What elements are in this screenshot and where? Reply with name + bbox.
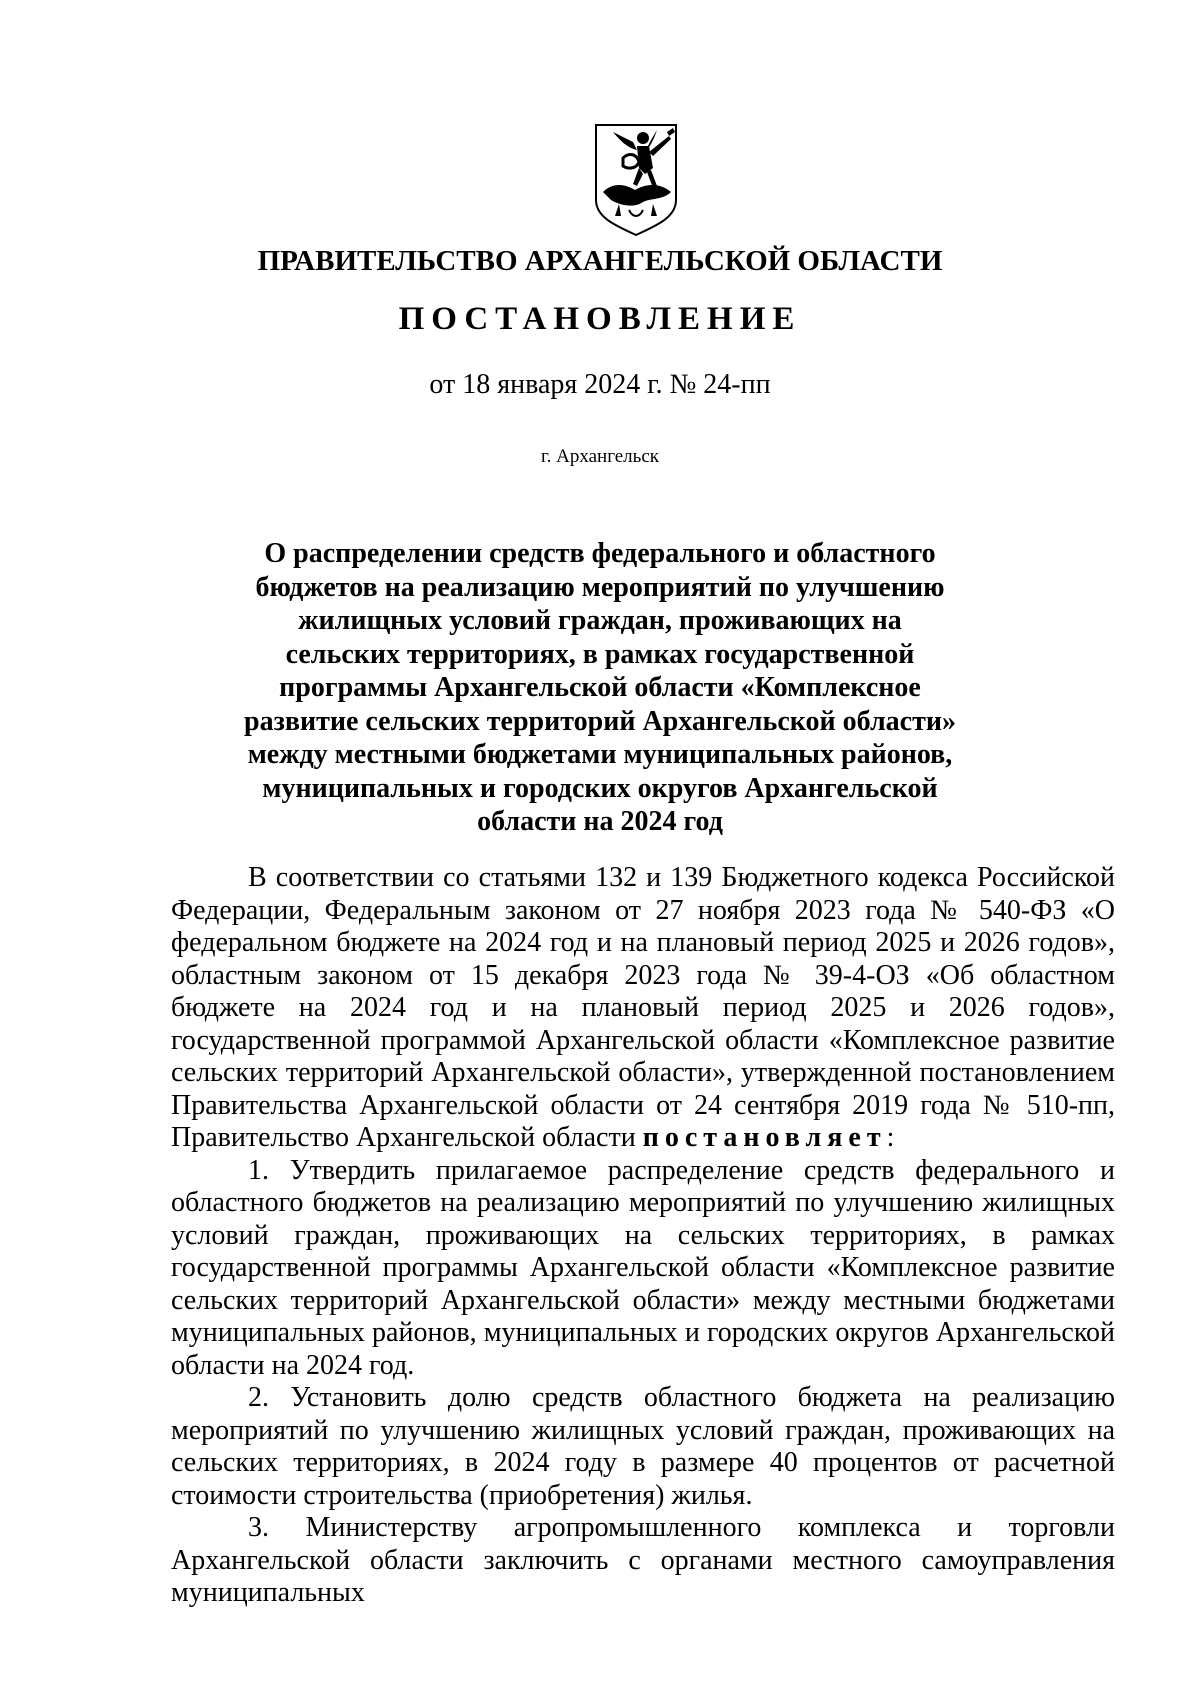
decree-colon: : xyxy=(886,1122,895,1153)
decree-word: постановляет xyxy=(642,1122,887,1153)
preamble-text: В соответствии со статьями 132 и 139 Бюджетного кодекса Российской Федерации, Федеральным законом от 27 ноября 2023 года № 540-ФЗ «О федеральном бюджете на 2024 год и на плановый период 2025 и 2026 годов», областным законом от 15 декабря 2023 года № 39-4-ОЗ «Об областном бюджете на 2024 год и на плановый период 2025 и 2026 годов», государственной программой Архангельской области «Комплексное развитие сельских территорий Архангельской области», утвержденной постановлением Правительства Архангельской области от 24 сентября 2019 года № 510-пп, Правительство Архангельской области xyxy=(171,862,1115,1153)
government-title: ПРАВИТЕЛЬСТВО АРХАНГЕЛЬСКОЙ ОБЛАСТИ xyxy=(257,245,943,277)
document-type: ПОСТАНОВЛЕНИЕ xyxy=(398,301,802,337)
archangelsk-coat-of-arms-icon xyxy=(593,122,679,238)
paragraph-item-2: 2. Установить долю средств областного бюджета на реализацию мероприятий по улучшению жилищных условий граждан, проживающих на сельских территориях, в 2024 году в размере 40 процентов от расчетной стоимости строительства (приобретения) жилья. xyxy=(171,1382,1115,1511)
document-city: г. Архангельск xyxy=(540,446,659,467)
preamble-paragraph xyxy=(171,862,1115,1155)
document-body xyxy=(171,862,1115,1610)
document-subject: О распределении средств федерального и областного бюджетов на реализацию мероприятий по улучшению жилищных условий граждан, проживающих на сельских территориях, в рамках государственной программы Архангельской области «Комплексное развитие сельских территорий Архангельской области» между местными бюджетами муниципальных районов, муниципальных и городских округов Архангельской области на 2024 год xyxy=(244,538,956,837)
document-date-number: от 18 января 2024 г. № 24-пп xyxy=(429,369,771,400)
paragraph-item-3: 3. Министерству агропромышленного комплекса и торговли Архангельской области заключить с органами местного самоуправления муниципальных xyxy=(171,1512,1115,1608)
paragraph-item-1: 1. Утвердить прилагаемое распределение средств федерального и областного бюджетов на реализацию мероприятий по улучшению жилищных условий граждан, проживающих на сельских территориях, в рамках государственной программы Архангельской области «Комплексное развитие сельских территорий Архангельской области» между местными бюджетами муниципальных районов, муниципальных и городских округов Архангельской области на 2024 год. xyxy=(171,1154,1115,1381)
